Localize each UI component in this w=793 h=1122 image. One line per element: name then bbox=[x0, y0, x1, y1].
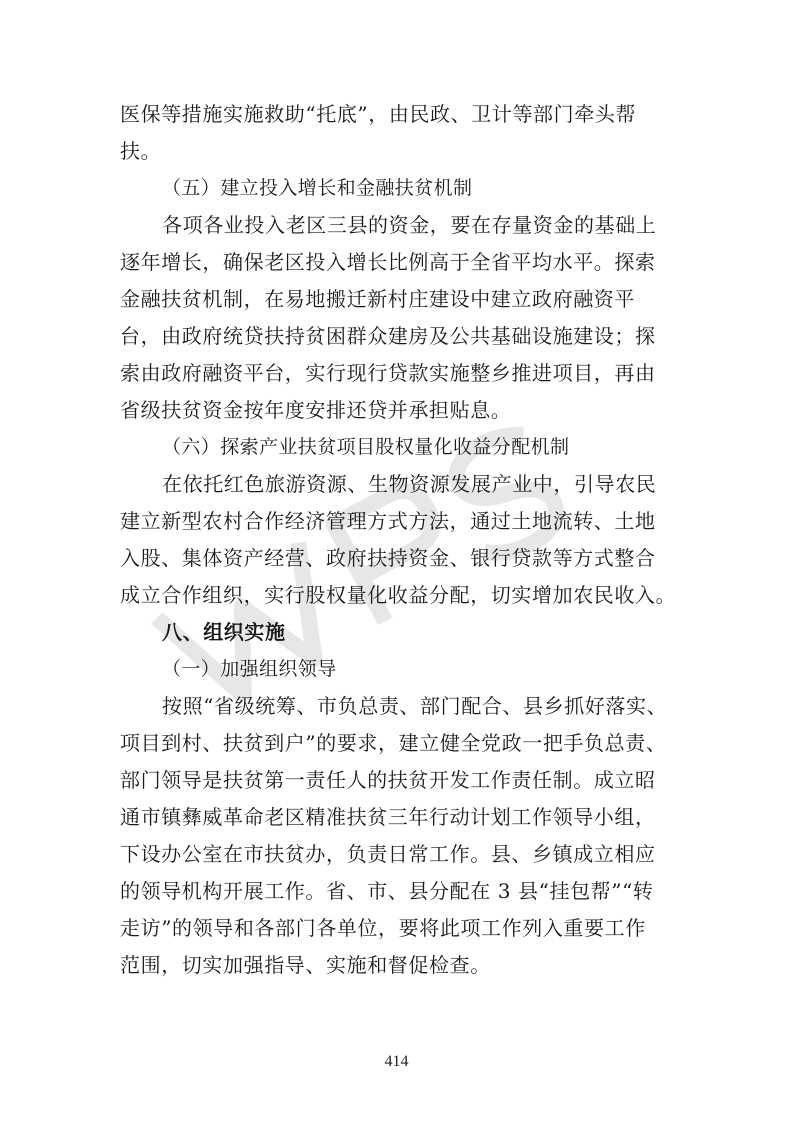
text-line: 索由政府融资平台，实行现行贷款实施整乡推进项目，再由 bbox=[120, 361, 656, 385]
section-heading: （一）加强组织领导 bbox=[162, 658, 337, 680]
text-line: 成立合作组织，实行股权量化收益分配，切实增加农民收入。 bbox=[120, 583, 677, 607]
text-line: 的领导机构开展工作。省、市、县分配在 3 县“挂包帮”“转 bbox=[120, 879, 654, 903]
text-line: 建立新型农村合作经济管理方式方法，通过土地流转、土地 bbox=[120, 509, 656, 533]
text-line: 下设办公室在市扶贫办，负责日常工作。县、乡镇成立相应 bbox=[120, 842, 656, 866]
text-line: 扶。 bbox=[120, 139, 162, 163]
chapter-heading: 八、组织实施 bbox=[162, 620, 286, 644]
text-line: 各项各业投入老区三县的资金，要在存量资金的基础上 bbox=[162, 213, 657, 237]
text-line: 项目到村、扶贫到户”的要求，建立健全党政一把手负总责、 bbox=[120, 731, 667, 755]
text-line: 金融扶贫机制，在易地搬迁新村庄建设中建立政府融资平 bbox=[120, 287, 635, 311]
text-line: 按照“省级统筹、市负总责、部门配合、县乡抓好落实、 bbox=[162, 694, 668, 718]
text-line: 走访”的领导和各部门各单位，要将此项工作列入重要工作 bbox=[120, 916, 646, 940]
body-text bbox=[120, 96, 676, 984]
text-line: 通市镇彝威革命老区精准扶贫三年行动计划工作领导小组， bbox=[120, 805, 656, 829]
text-line: 省级扶贫资金按年度安排还贷并承担贴息。 bbox=[120, 398, 512, 422]
text-line: 医保等措施实施救助“托底”，由民政、卫计等部门牵头帮 bbox=[120, 102, 637, 126]
text-line: 部门领导是扶贫第一责任人的扶贫开发工作责任制。成立昭 bbox=[120, 768, 656, 792]
text-line: 入股、集体资产经营、政府扶持资金、银行贷款等方式整合 bbox=[120, 546, 656, 570]
text-line: 在依托红色旅游资源、生物资源发展产业中，引导农民 bbox=[162, 472, 657, 496]
text-line: 范围，切实加强指导、实施和督促检查。 bbox=[120, 953, 491, 977]
text-line: 逐年增长，确保老区投入增长比例高于全省平均水平。探索 bbox=[120, 250, 656, 274]
page-number: 414 bbox=[384, 1053, 409, 1070]
section-heading: （五）建立投入增长和金融扶贫机制 bbox=[162, 177, 473, 199]
text-line: 台，由政府统贷扶持贫困群众建房及公共基础设施建设；探 bbox=[120, 324, 656, 348]
section-heading: （六）探索产业扶贫项目股权量化收益分配机制 bbox=[162, 436, 570, 458]
